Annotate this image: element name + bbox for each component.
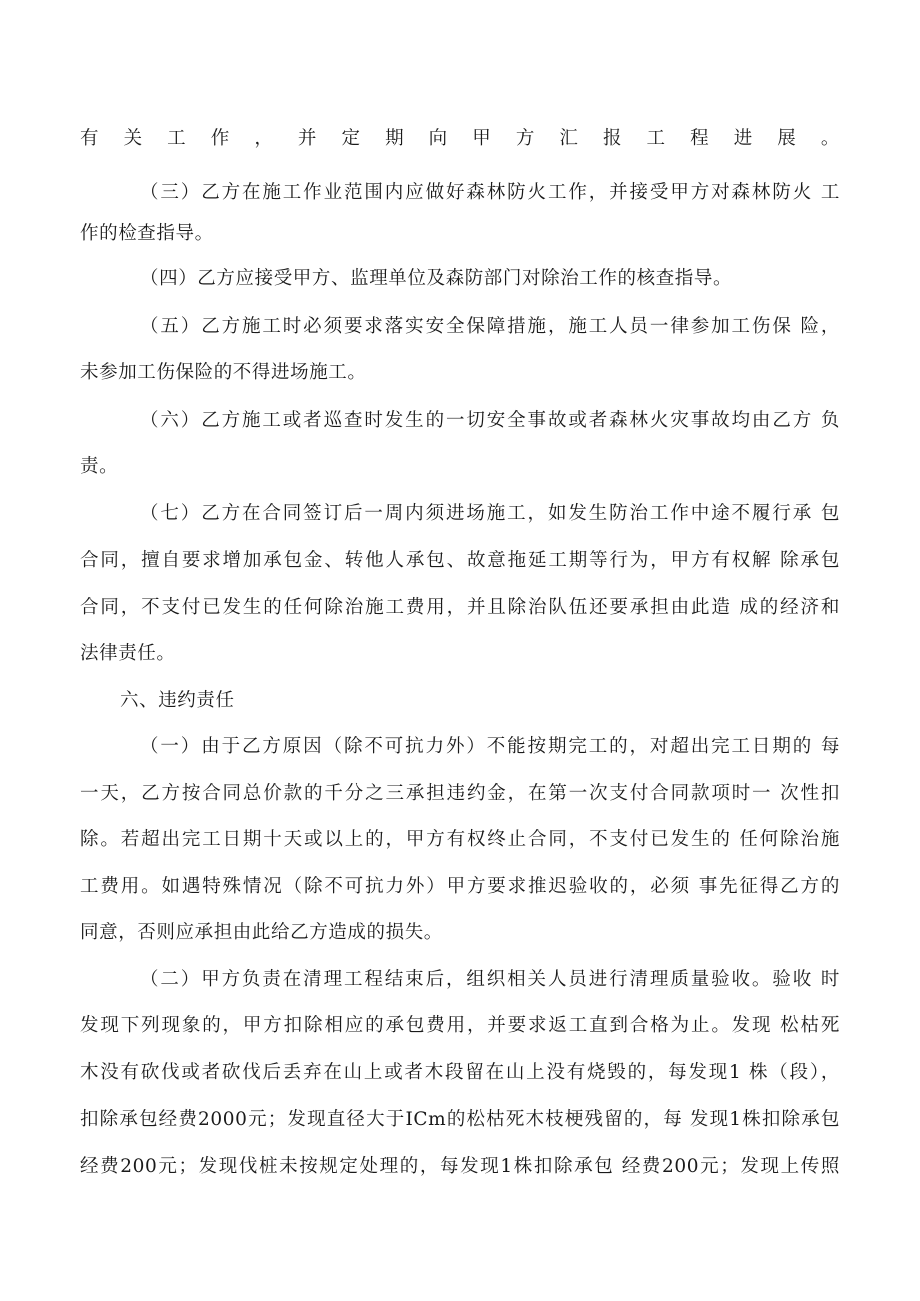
paragraph-line: 工费用。如遇特殊情况（除不可抗力外）甲方要求推迟验收的，必须 事先征得乙方的 bbox=[80, 876, 840, 897]
paragraph-line: （七）乙方在合同签订后一周内须进场施工，如发生防治工作中途不履行承 包 bbox=[140, 503, 840, 524]
section-heading: 六、违约责任 bbox=[120, 690, 235, 711]
paragraph-line: （六）乙方施工或者巡查时发生的一切安全事故或者森林火灾事故均由乙方 负 bbox=[140, 410, 840, 431]
paragraph-line: 一天，乙方按合同总价款的千分之三承担违约金，在第一次支付合同款项时一 次性扣 bbox=[80, 783, 840, 804]
paragraph-line: 合同，不支付已发生的任何除治施工费用，并且除治队伍还要承担由此造 成的经济和 bbox=[80, 597, 840, 618]
paragraph-line: 同意，否则应承担由此给乙方造成的损失。 bbox=[80, 922, 443, 943]
paragraph-line: 法律责任。 bbox=[80, 643, 176, 664]
paragraph-line: 木没有砍伐或者砍伐后丢弃在山上或者木段留在山上没有烧毁的，每发现1 株（段）， bbox=[80, 1062, 840, 1083]
paragraph-line: 合同，擅自要求增加承包金、转他人承包、故意拖延工期等行为，甲方有权解 除承包 bbox=[80, 550, 840, 571]
paragraph-line: （二）甲方负责在清理工程结束后，组织相关人员进行清理质量验收。验收 时 bbox=[140, 969, 840, 990]
paragraph-line: （五）乙方施工时必须要求落实安全保障措施，施工人员一律参加工伤保 险， bbox=[140, 316, 840, 337]
paragraph-line: 除。若超出完工日期十天或以上的，甲方有权终止合同，不支付已发生的 任何除治施 bbox=[80, 829, 840, 850]
paragraph-line: 未参加工伤保险的不得进场施工。 bbox=[80, 362, 367, 383]
paragraph-line: 经费200元；发现伐桩未按规定处理的，每发现1株扣除承包 经费200元；发现上传照 bbox=[80, 1156, 840, 1177]
paragraph-line: （四）乙方应接受甲方、监理单位及森防部门对除治工作的核查指导。 bbox=[140, 268, 733, 289]
paragraph-line: 扣除承包经费2000元；发现直径大于ICm的松枯死木枝梗残留的，每 发现1株扣除承包 bbox=[80, 1109, 840, 1130]
paragraph-line: 发现下列现象的，甲方扣除相应的承包费用，并要求返工直到合格为止。发现 松枯死 bbox=[80, 1015, 840, 1036]
paragraph-line: （三）乙方在施工作业范围内应做好森林防火工作，并接受甲方对森林防火 工 bbox=[140, 182, 840, 203]
paragraph-line: 责。 bbox=[80, 456, 119, 477]
paragraph-line: 有关工作，并定期向甲方汇报工程进展。 bbox=[80, 128, 840, 149]
paragraph-line: （一）由于乙方原因（除不可抗力外）不能按期完工的，对超出完工日期的 每 bbox=[140, 736, 840, 757]
paragraph-line: 作的检查指导。 bbox=[80, 223, 214, 244]
